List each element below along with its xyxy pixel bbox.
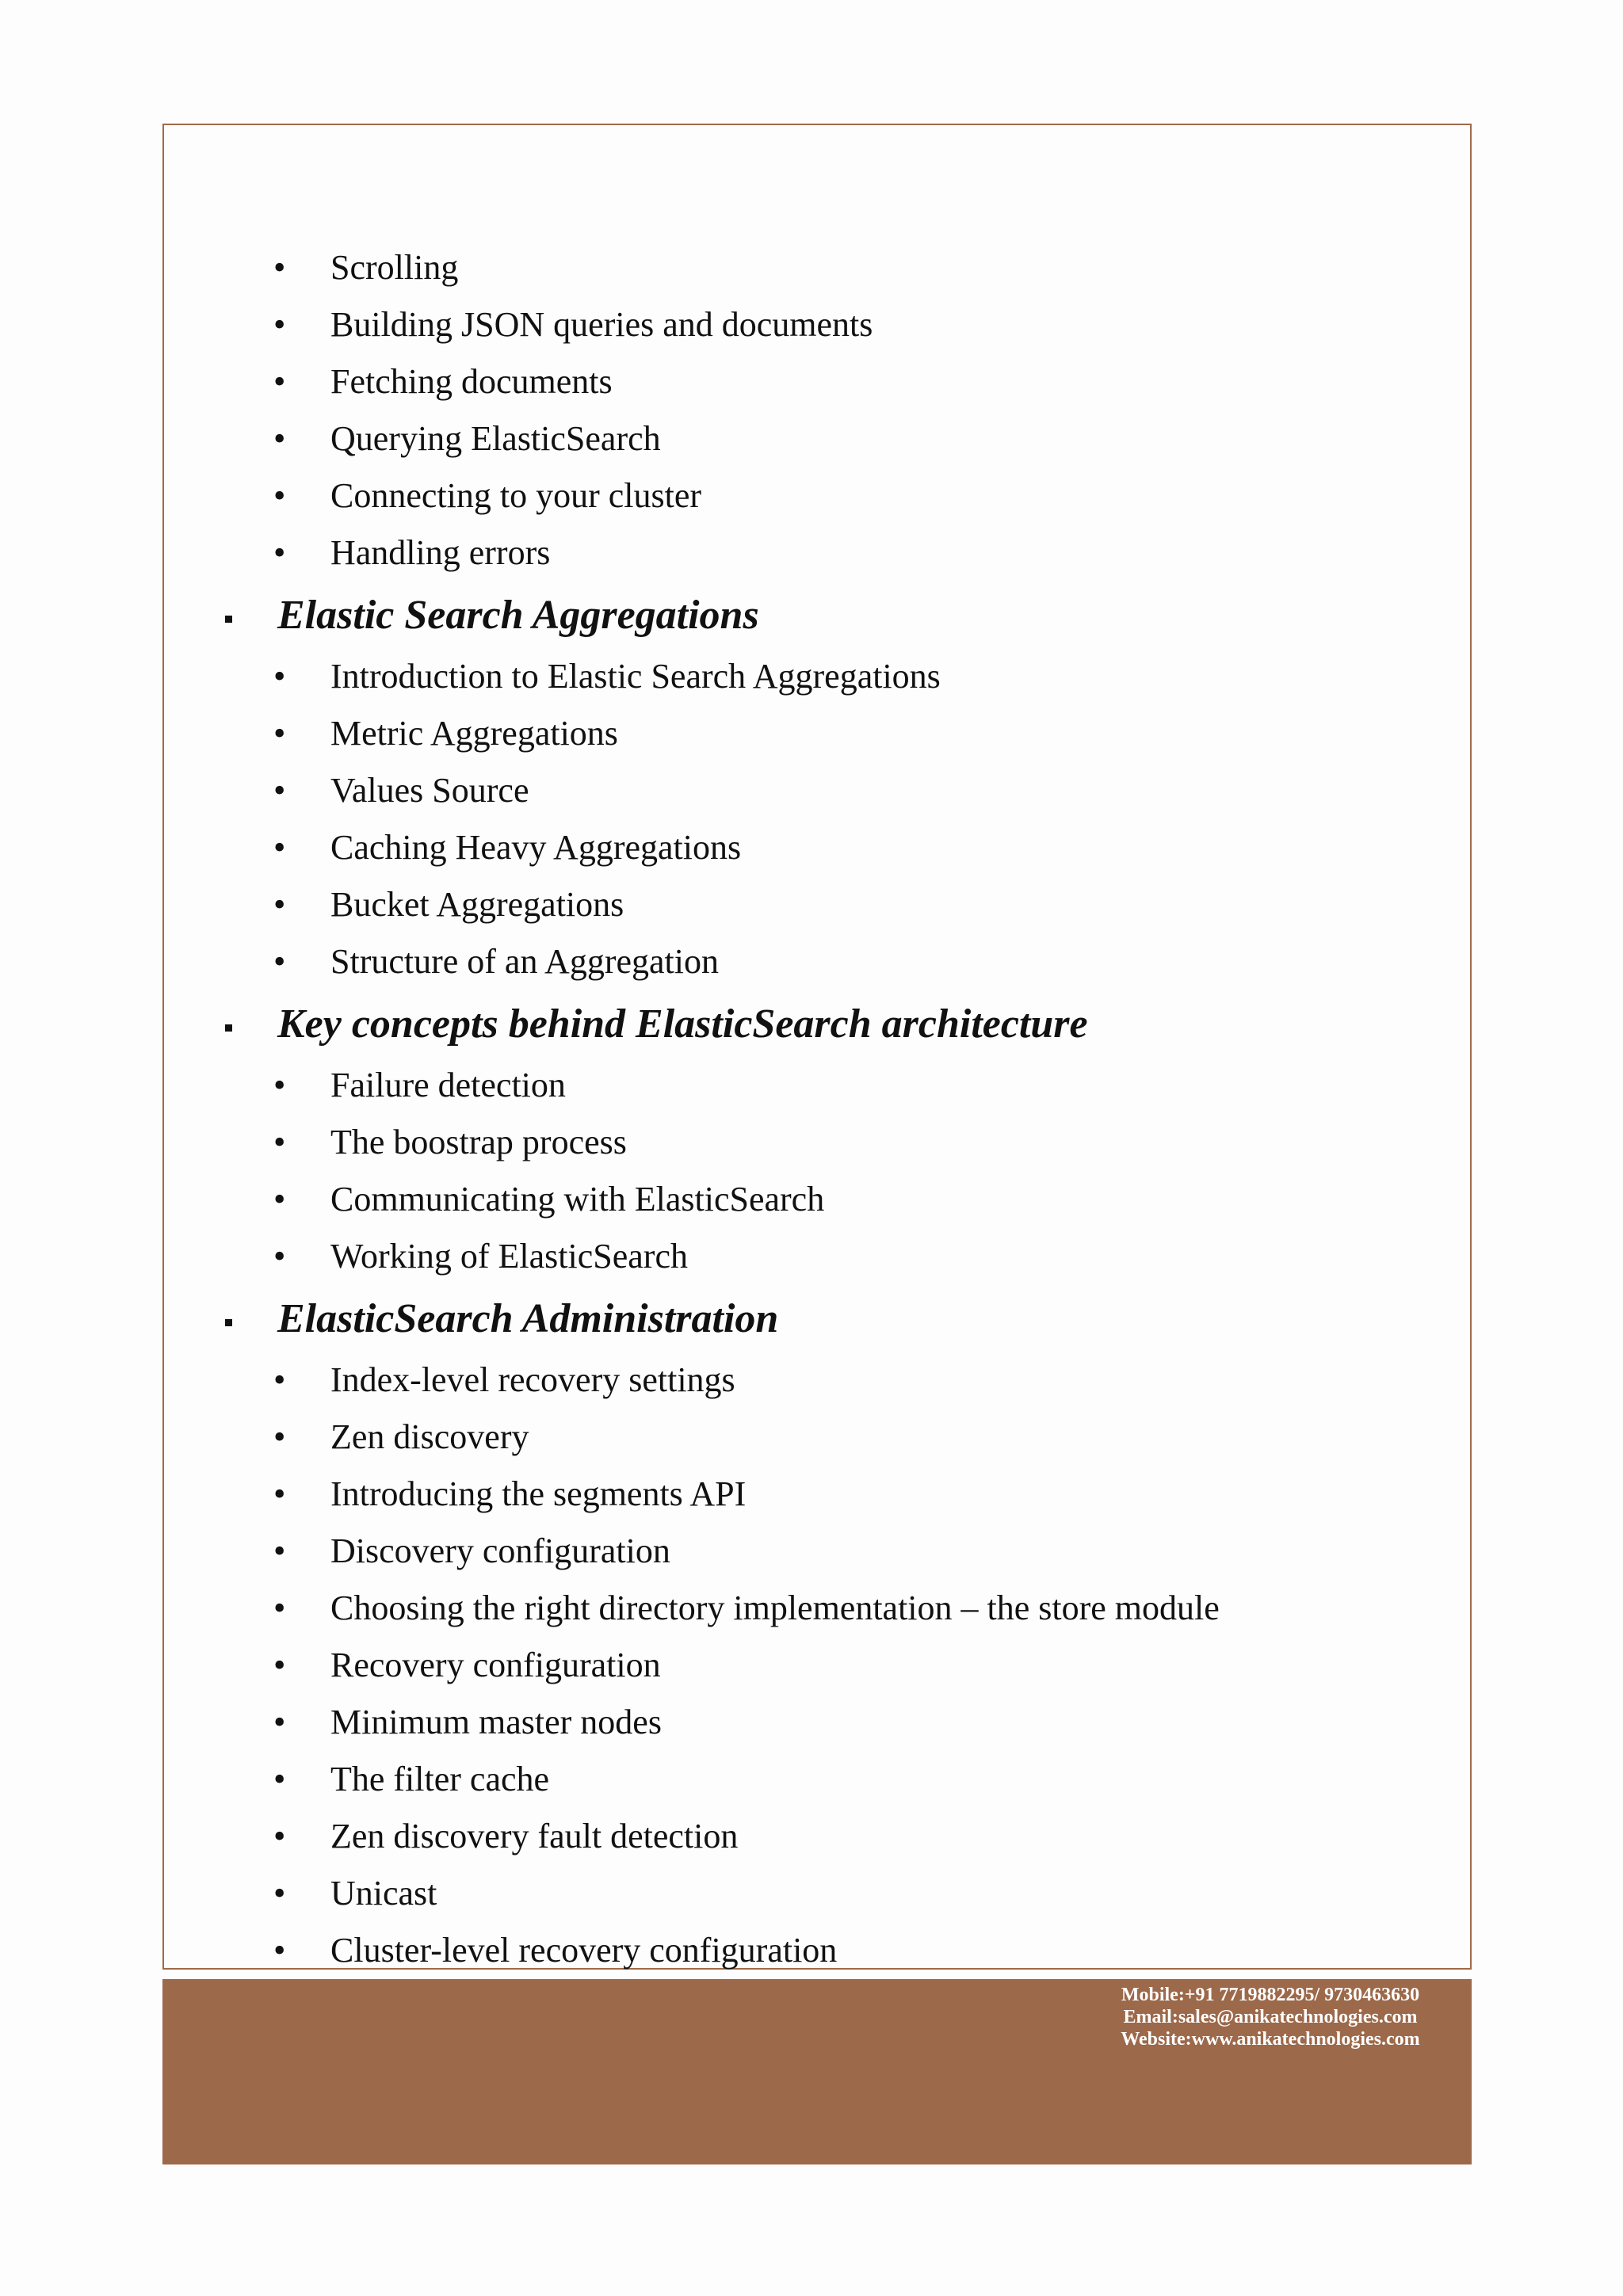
bullet-icon: • — [273, 1874, 286, 1913]
bullet-icon: • — [273, 1180, 286, 1219]
list-item-text: Building JSON queries and documents — [330, 305, 873, 344]
bullet-icon: • — [273, 248, 286, 287]
footer-band — [162, 1979, 1472, 2164]
bullet-icon: • — [273, 828, 286, 867]
bullet-icon: • — [273, 714, 286, 753]
list-item-text: Minimum master nodes — [330, 1703, 662, 1741]
bullet-icon: • — [273, 533, 286, 572]
bullet-icon: • — [273, 1703, 286, 1741]
list-item-text: Fetching documents — [330, 362, 613, 401]
bullet-icon: • — [273, 362, 286, 401]
list-item-text: Unicast — [330, 1874, 437, 1913]
section-title: Key concepts behind ElasticSearch architecture — [277, 1001, 1088, 1047]
bullet-icon: • — [273, 771, 286, 810]
list-item-text: Introducing the segments API — [330, 1474, 747, 1513]
list-item-text: Structure of an Aggregation — [330, 942, 719, 981]
list-item-text: Index-level recovery settings — [330, 1360, 735, 1399]
bullet-icon: • — [273, 1646, 286, 1684]
list-item-text: Scrolling — [330, 248, 459, 287]
bullet-icon: • — [273, 1931, 286, 1970]
bullet-icon: • — [273, 885, 286, 924]
bullet-icon: • — [273, 1123, 286, 1161]
square-bullet-icon — [225, 1319, 232, 1326]
list-item-text: Bucket Aggregations — [330, 885, 624, 924]
bullet-icon: • — [273, 1531, 286, 1570]
bullet-icon: • — [273, 476, 286, 515]
footer-mobile: Mobile:+91 7719882295/ 9730463630 — [1121, 1985, 1420, 2005]
list-item-text: Working of ElasticSearch — [330, 1237, 688, 1276]
footer-email: Email:sales@anikatechnologies.com — [1123, 2007, 1418, 2027]
list-item-text: Cluster-level recovery configuration — [330, 1931, 838, 1970]
bullet-icon: • — [273, 419, 286, 458]
bullet-icon: • — [273, 1237, 286, 1276]
list-item-text: Values Source — [330, 771, 529, 810]
list-item-text: Introduction to Elastic Search Aggregations — [330, 657, 941, 696]
bullet-icon: • — [273, 1066, 286, 1104]
list-item-text: Connecting to your cluster — [330, 476, 702, 515]
bullet-icon: • — [273, 305, 286, 344]
section-title: ElasticSearch Administration — [277, 1296, 779, 1341]
square-bullet-icon — [225, 616, 232, 623]
square-bullet-icon — [225, 1024, 232, 1032]
footer-contact — [1080, 1984, 1461, 2050]
list-item-text: Querying ElasticSearch — [330, 419, 661, 458]
list-item-text: Handling errors — [330, 533, 551, 572]
bullet-icon: • — [273, 942, 286, 981]
bullet-icon: • — [273, 1360, 286, 1399]
list-item-text: Communicating with ElasticSearch — [330, 1180, 825, 1219]
footer-website: Website:www.anikatechnologies.com — [1121, 2029, 1420, 2050]
list-item-text: Failure detection — [330, 1066, 566, 1104]
list-item-text: Caching Heavy Aggregations — [330, 828, 742, 867]
bullet-icon: • — [273, 1589, 286, 1627]
bullet-icon: • — [273, 1760, 286, 1798]
list-item-text: The boostrap process — [330, 1123, 627, 1161]
list-item-text: The filter cache — [330, 1760, 550, 1798]
list-item-text: Zen discovery fault detection — [330, 1817, 739, 1855]
list-item-text: Zen discovery — [330, 1417, 529, 1456]
bullet-icon: • — [273, 1817, 286, 1855]
list-item-text: Discovery configuration — [330, 1531, 670, 1570]
list-item-text: Metric Aggregations — [330, 714, 618, 753]
bullet-icon: • — [273, 1474, 286, 1513]
bullet-icon: • — [273, 1417, 286, 1456]
section-title: Elastic Search Aggregations — [277, 593, 759, 638]
bullet-icon: • — [273, 657, 286, 696]
list-item-text: Choosing the right directory implementation – the store module — [330, 1589, 1220, 1627]
page-frame — [162, 124, 1472, 1970]
list-item-text: Recovery configuration — [330, 1646, 661, 1684]
